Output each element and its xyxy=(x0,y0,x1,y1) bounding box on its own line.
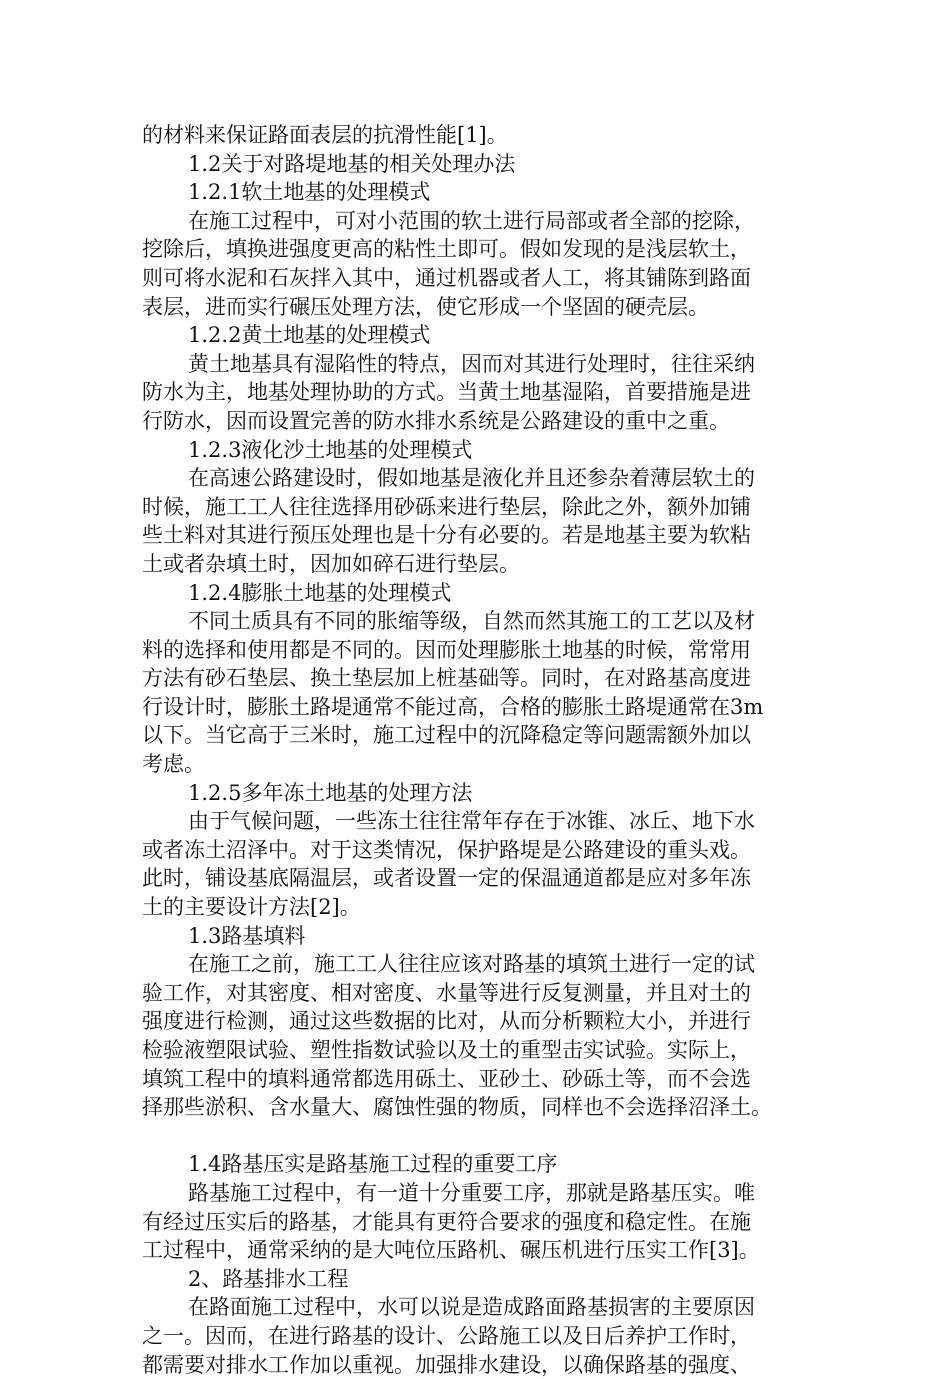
paragraph-line: 此时，铺设基底隔温层，或者设置一定的保温通道都是应对多年冻 xyxy=(142,866,751,891)
blank-line xyxy=(142,1122,822,1151)
paragraph-line: 都需要对排水工作加以重视。加强排水建设，以确保路基的强度、 xyxy=(142,1352,751,1377)
paragraph-line: 考虑。 xyxy=(142,752,205,777)
paragraph-line: 时候，施工工人往往选择用砂砾来进行垫层，除此之外，额外加铺 xyxy=(142,494,751,519)
paragraph-line: 行防水，因而设置完善的防水排水系统是公路建设的重中之重。 xyxy=(142,408,730,433)
section-heading: 1.2.5多年冻土地基的处理方法 xyxy=(188,780,473,805)
paragraph-line: 的材料来保证路面表层的抗滑性能[1]。 xyxy=(142,123,508,147)
section-heading: 1.2.3液化沙土地基的处理模式 xyxy=(188,437,473,462)
paragraph-line: 工过程中，通常采纳的是大吨位压路机、碾压机进行压实工作[3]。 xyxy=(142,1238,760,1263)
paragraph-line: 择那些淤积、含水量大、腐蚀性强的物质，同样也不会选择沼泽土。 xyxy=(142,1095,772,1120)
document-page xyxy=(142,121,822,1379)
paragraph-line: 表层，进而实行碾压处理方法，使它形成一个坚固的硬壳层。 xyxy=(142,294,709,319)
paragraph-first-line: 在施工之前，施工工人往往应该对路基的填筑土进行一定的试 xyxy=(188,952,755,977)
paragraph-line: 以下。当它高于三米时，施工过程中的沉降稳定等问题需额外加以 xyxy=(142,723,751,748)
paragraph-line: 之一。因而，在进行路基的设计、公路施工以及日后养护工作时， xyxy=(142,1323,751,1348)
paragraph-first-line: 不同土质具有不同的胀缩等级，自然而然其施工的工艺以及材 xyxy=(188,609,755,634)
section-heading: 2、路基排水工程 xyxy=(188,1266,349,1291)
paragraph-first-line: 黄土地基具有湿陷性的特点，因而对其进行处理时，往往采纳 xyxy=(188,351,755,376)
paragraph-first-line: 由于气候问题，一些冻土往往常年存在于冰锥、冰丘、地下水 xyxy=(188,809,755,834)
paragraph-line: 行设计时，膨胀土路堤通常不能过高，合格的膨胀土路堤通常在3m xyxy=(142,694,764,719)
paragraph-line: 些土料对其进行预压处理也是十分有必要的。若是地基主要为软粘 xyxy=(142,523,751,548)
section-heading: 1.2.4膨胀土地基的处理模式 xyxy=(188,580,452,605)
paragraph-first-line: 在高速公路建设时，假如地基是液化并且还参杂着薄层软土的 xyxy=(188,466,755,491)
section-heading: 1.2.2黄土地基的处理模式 xyxy=(188,323,431,348)
section-heading: 1.2.1软土地基的处理模式 xyxy=(188,180,431,205)
paragraph-first-line: 在施工过程中，可对小范围的软土进行局部或者全部的挖除， xyxy=(188,208,755,233)
paragraph-first-line: 在路面施工过程中，水可以说是造成路面路基损害的主要原因 xyxy=(188,1295,755,1320)
section-heading: 1.3路基填料 xyxy=(188,923,306,948)
paragraph-line: 验工作，对其密度、相对密度、水量等进行反复测量，并且对土的 xyxy=(142,980,751,1005)
paragraph-line: 防水为主，地基处理协助的方式。当黄土地基湿陷，首要措施是进 xyxy=(142,380,751,405)
paragraph-line: 强度进行检测，通过这些数据的比对，从而分析颗粒大小，并进行 xyxy=(142,1009,751,1034)
paragraph-line: 土的主要设计方法[2]。 xyxy=(142,895,361,920)
paragraph-line: 或者冻土沼泽中。对于这类情况，保护路堤是公路建设的重头戏。 xyxy=(142,837,751,862)
paragraph-line: 填筑工程中的填料通常都选用砾土、亚砂土、砂砾土等，而不会选 xyxy=(142,1066,751,1091)
paragraph-line: 则可将水泥和石灰拌入其中，通过机器或者人工，将其铺陈到路面 xyxy=(142,265,751,290)
paragraph-line: 检验液塑限试验、塑性指数试验以及土的重型击实试验。实际上， xyxy=(142,1038,751,1062)
paragraph-line: 土或者杂填土时，因加如碎石进行垫层。 xyxy=(142,551,520,576)
paragraph-line: 方法有砂石垫层、换土垫层加上桩基础等。同时，在对路基高度进 xyxy=(142,666,751,691)
paragraph-line: 料的选择和使用都是不同的。因而处理膨胀土地基的时候，常常用 xyxy=(142,637,751,662)
paragraph-line: 有经过压实后的路基，才能具有更符合要求的强度和稳定性。在施 xyxy=(142,1209,751,1234)
paragraph-line: 挖除后，填换进强度更高的粘性土即可。假如发现的是浅层软土， xyxy=(142,237,751,262)
section-heading: 1.4路基压实是路基施工过程的重要工序 xyxy=(188,1152,558,1177)
paragraph-first-line: 路基施工过程中，有一道十分重要工序，那就是路基压实。唯 xyxy=(188,1180,755,1205)
section-heading: 1.2关于对路堤地基的相关处理办法 xyxy=(188,151,516,176)
